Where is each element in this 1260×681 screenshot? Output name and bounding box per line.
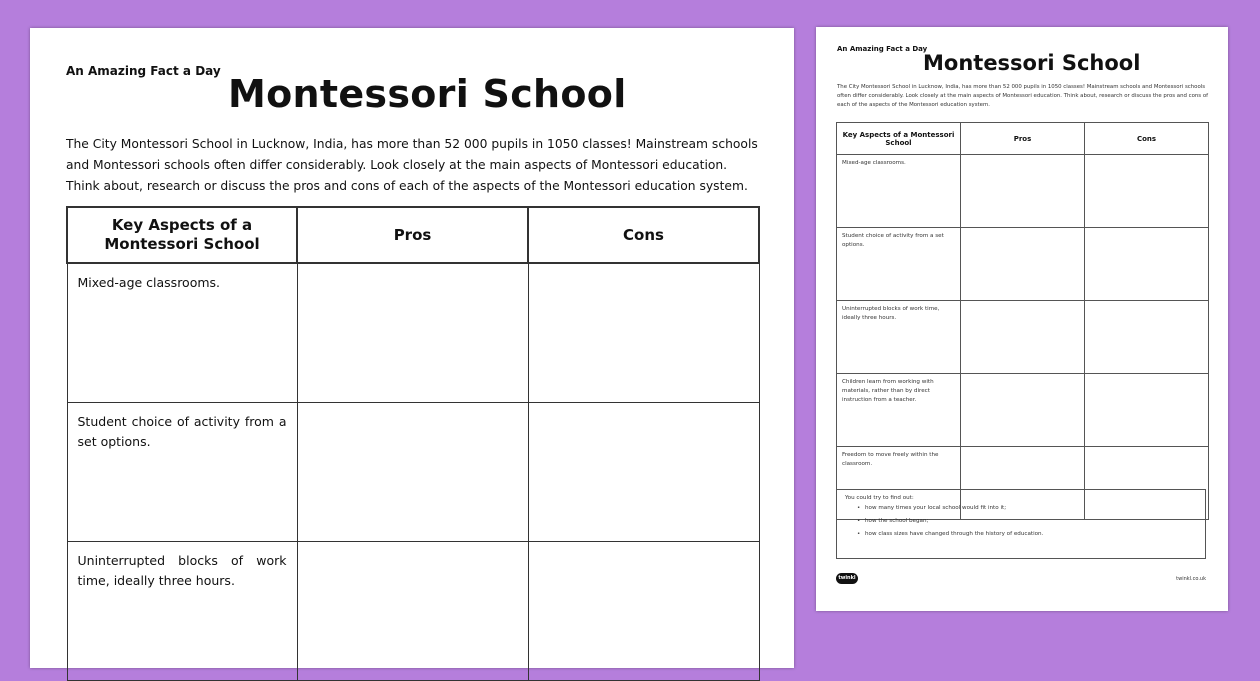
- header-cons: Cons: [528, 207, 759, 263]
- cons-cell[interactable]: [1085, 155, 1209, 228]
- aspects-table-small: [836, 122, 1209, 520]
- table-row: [837, 228, 1209, 301]
- aspect-cell: Uninterrupted blocks of work time, ideally three hours.: [837, 301, 961, 374]
- aspect-cell: Uninterrupted blocks of work time, ideally three hours.: [67, 542, 297, 681]
- aspect-cell: Mixed-age classrooms.: [837, 155, 961, 228]
- cons-cell[interactable]: [528, 403, 759, 542]
- twinkl-logo: twinkl: [836, 573, 858, 584]
- aspect-cell: Freedom to move freely within the classroom.: [837, 447, 961, 520]
- pros-cell[interactable]: [297, 263, 528, 403]
- pros-cell[interactable]: [961, 155, 1085, 228]
- pros-cell[interactable]: [961, 374, 1085, 447]
- header-pros: Pros: [961, 123, 1085, 155]
- aspects-table: [66, 206, 760, 681]
- table-row: [837, 301, 1209, 374]
- worksheet-subtitle-small: An Amazing Fact a Day: [837, 45, 928, 53]
- table-header-row: [67, 207, 759, 263]
- table-row: [837, 155, 1209, 228]
- worksheet-page-small: [816, 27, 1228, 611]
- list-item: • how many times your local school would fit into it;: [865, 505, 1197, 511]
- find-out-list: [845, 505, 1197, 537]
- pros-cell[interactable]: [297, 403, 528, 542]
- worksheet-title: Montessori School: [228, 72, 627, 116]
- list-item: • how class sizes have changed through the history of education.: [865, 531, 1197, 537]
- worksheet-subtitle: An Amazing Fact a Day: [66, 64, 221, 78]
- cons-cell[interactable]: [528, 263, 759, 403]
- aspect-cell: Mixed-age classrooms.: [67, 263, 297, 403]
- cons-cell[interactable]: [1085, 228, 1209, 301]
- table-row: [67, 263, 759, 403]
- find-out-heading: You could try to find out:: [845, 495, 914, 501]
- worksheet-intro-small: The City Montessori School in Lucknow, India, has more than 52 000 pupils in 1050 classes! Mainstream schools and Montessori schools often differ considerably. Look closely at the main aspects of Montessori education. Think about, research or discuss the pros and cons of each of the aspects of the Montessori education system.: [837, 84, 1209, 108]
- header-key-aspects: Key Aspects of a Montessori School: [837, 123, 961, 155]
- table-row: [67, 542, 759, 681]
- cons-cell[interactable]: [1085, 301, 1209, 374]
- table-row: [837, 374, 1209, 447]
- worksheet-title-small: Montessori School: [923, 51, 1141, 75]
- table-header-row: [837, 123, 1209, 155]
- cons-cell[interactable]: [528, 542, 759, 681]
- cons-cell[interactable]: [1085, 374, 1209, 447]
- list-item: • how the school began;: [865, 518, 1197, 524]
- worksheet-page-large: [30, 28, 794, 668]
- pros-cell[interactable]: [961, 228, 1085, 301]
- footer-site: twinkl.co.uk: [1176, 576, 1206, 582]
- header-pros: Pros: [297, 207, 528, 263]
- header-key-aspects: Key Aspects of a Montessori School: [67, 207, 297, 263]
- aspect-cell: Student choice of activity from a set options.: [67, 403, 297, 542]
- pros-cell[interactable]: [297, 542, 528, 681]
- aspect-cell: Children learn from working with materials, rather than by direct instruction from a teacher.: [837, 374, 961, 447]
- find-out-box: [836, 489, 1206, 559]
- aspect-cell: Student choice of activity from a set options.: [837, 228, 961, 301]
- header-cons: Cons: [1085, 123, 1209, 155]
- table-row: [67, 403, 759, 542]
- pros-cell[interactable]: [961, 301, 1085, 374]
- worksheet-intro: The City Montessori School in Lucknow, India, has more than 52 000 pupils in 1050 classes! Mainstream schools and Montessori schools often differ considerably. Look closely at the main aspects of Montessori education. Think about, research or discuss the pros and cons of each of the aspects of the Montessori education system.: [66, 137, 758, 193]
